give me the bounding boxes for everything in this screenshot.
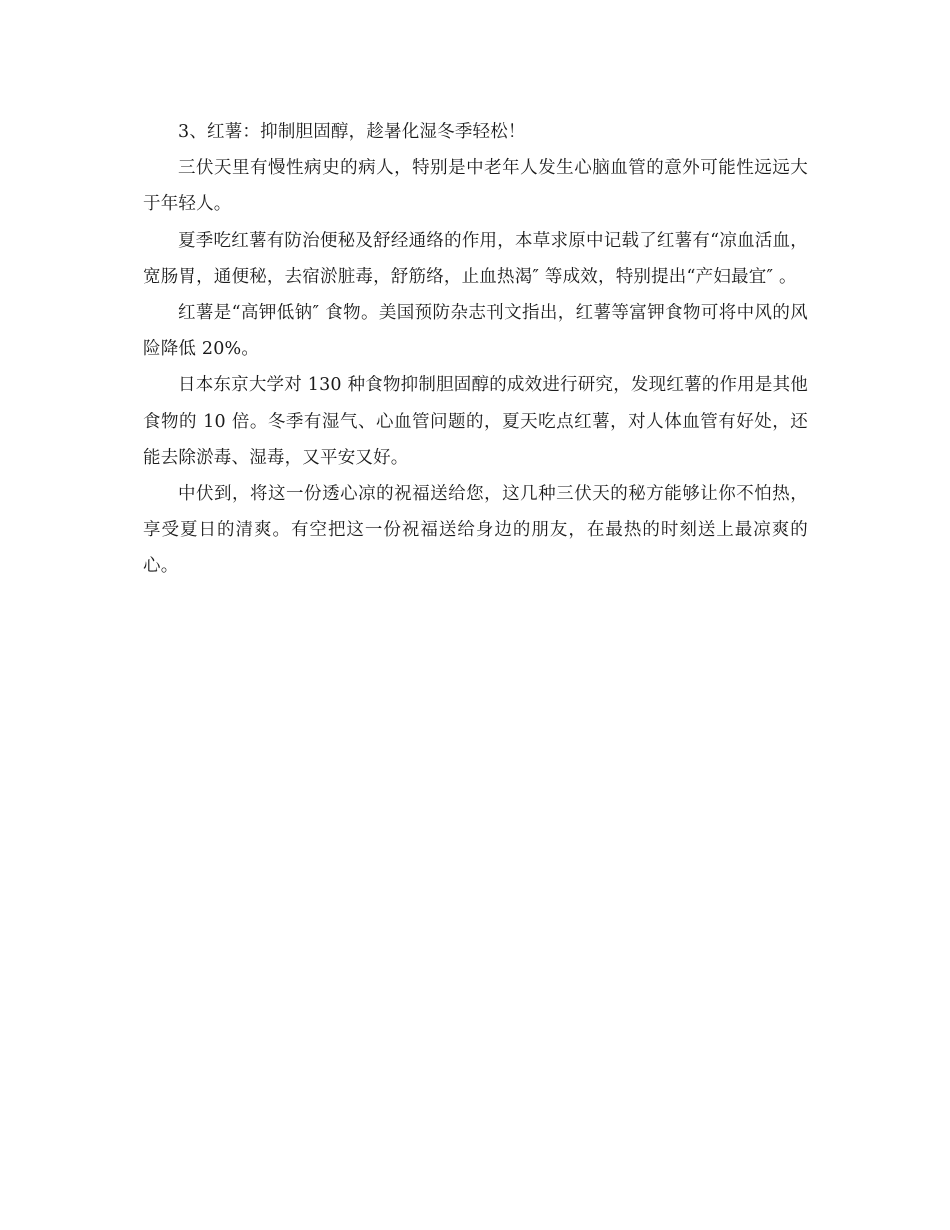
paragraph-5: 中伏到，将这一份透心凉的祝福送给您，这几种三伏天的秘方能够让你不怕热，享受夏日的清爽。有空把这一份祝福送给身边的朋友，在最热的时刻送上最凉爽的心。: [143, 484, 808, 577]
paragraph-2: 夏季吃红薯有防治便秘及舒经通络的作用，本草求原中记载了红薯有“凉血活血，宽肠胃，通便秘，去宿淤脏毒，舒筋络，止血热渴″ 等成效，特别提出“产妇最宜″ 。: [143, 230, 808, 287]
paragraph-3: 红薯是“高钾低钠″ 食物。美国预防杂志刊文指出，红薯等富钾食物可将中风的风险降低 20%。: [143, 303, 808, 360]
paragraph-1: 三伏天里有慢性病史的病人，特别是中老年人发生心脑血管的意外可能性远远大于年轻人。: [143, 158, 808, 215]
document-body: [143, 114, 808, 585]
section-heading: 3、红薯：抑制胆固醇，趁暑化湿冬季轻松！: [178, 122, 526, 142]
paragraph-4: 日本东京大学对 130 种食物抑制胆固醇的成效进行研究，发现红薯的作用是其他食物的 10 倍。冬季有湿气、心血管问题的，夏天吃点红薯，对人体血管有好处，还能去除淤毒、湿毒，又平安又好。: [143, 375, 808, 468]
